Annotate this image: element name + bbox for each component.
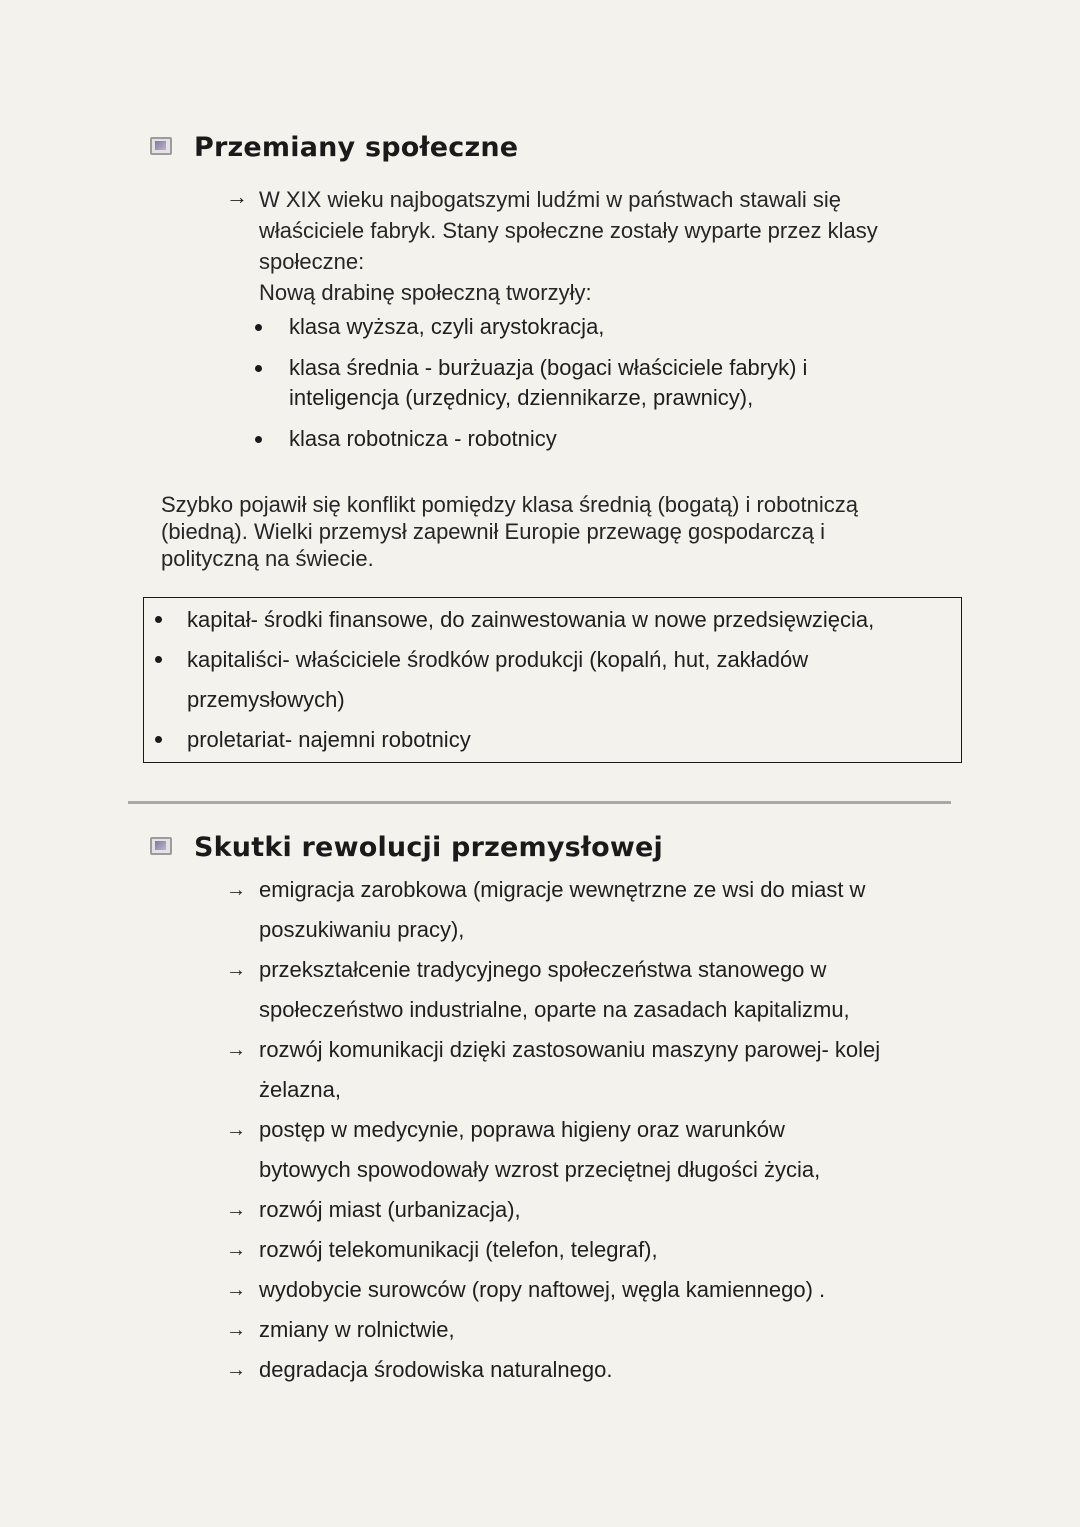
list-item: → zmiany w rolnictwie, (226, 1310, 946, 1350)
arrow-icon: → (226, 184, 248, 209)
list-item: kapitał- środki finansowe, do zainwestowania w nowe przedsięwzięcia, (187, 600, 957, 640)
list-item: → emigracja zarobkowa (migracje wewnętrzne ze wsi do miast w poszukiwaniu pracy), (226, 870, 946, 950)
arrow-icon: → (226, 1199, 246, 1221)
list-item: → rozwój miast (urbanizacja), (226, 1190, 946, 1230)
class-list (289, 312, 949, 454)
window-icon (150, 137, 174, 159)
bullet-icon (155, 736, 162, 743)
definitions-list (187, 600, 957, 760)
arrow-icon: → (226, 1359, 246, 1381)
text-line: (biedną). Wielki przemysł zapewnił Europie przewagę gospodarczą i (161, 519, 825, 544)
conflict-paragraph (161, 491, 961, 572)
arrow-icon: → (226, 1239, 246, 1261)
text-line: W XIX wieku najbogatszymi ludźmi w państwach stawali się (259, 187, 842, 212)
section-title: Przemiany społeczne (194, 132, 519, 163)
text-line: właściciele fabryk. Stany społeczne zostały wyparte przez klasy (259, 218, 878, 243)
arrow-icon: → (226, 959, 246, 981)
text-line: polityczną na świecie. (161, 546, 374, 571)
list-item: → rozwój komunikacji dzięki zastosowaniu maszyny parowej- kolej żelazna, (226, 1030, 946, 1110)
list-item: klasa średnia - burżuazja (bogaci właściciele fabryk) i inteligencja (urzędnicy, dziennikarze, prawnicy), (289, 353, 949, 413)
text-line: Nową drabinę społeczną tworzyły: (259, 280, 592, 305)
list-item: klasa wyższa, czyli arystokracja, (289, 312, 949, 342)
bullet-icon (155, 656, 162, 663)
list-item: → rozwój telekomunikacji (telefon, telegraf), (226, 1230, 946, 1270)
list-item: proletariat- najemni robotnicy (187, 720, 957, 760)
bullet-icon (255, 436, 262, 443)
bullet-icon (255, 324, 262, 331)
section-heading-skutki (150, 832, 663, 863)
definitions-box (143, 597, 962, 763)
text-line: Szybko pojawił się konflikt pomiędzy klasa średnią (bogatą) i robotniczą (161, 492, 859, 517)
bullet-icon (155, 616, 162, 623)
list-item: klasa robotnicza - robotnicy (289, 424, 949, 454)
section-heading-przemiany (150, 132, 518, 163)
text-line: społeczne: (259, 249, 365, 274)
section-divider (128, 801, 951, 804)
arrow-icon: → (226, 1119, 246, 1141)
arrow-icon: → (226, 1279, 246, 1301)
list-item: → wydobycie surowców (ropy naftowej, węgla kamiennego) . (226, 1270, 946, 1310)
arrow-icon: → (226, 879, 246, 901)
arrow-icon: → (226, 1039, 246, 1061)
list-item: → przekształcenie tradycyjnego społeczeństwa stanowego w społeczeństwo industrialne, oparte na zasadach kapitalizmu, (226, 950, 946, 1030)
effects-list (226, 870, 946, 1390)
intro-paragraph (259, 184, 959, 308)
bullet-icon (255, 365, 262, 372)
window-icon (150, 837, 174, 859)
list-item: → degradacja środowiska naturalnego. (226, 1350, 946, 1390)
arrow-icon: → (226, 1319, 246, 1341)
list-item: → postęp w medycynie, poprawa higieny oraz warunków bytowych spowodowały wzrost przeciętnej długości życia, (226, 1110, 946, 1190)
list-item: kapitaliści- właściciele środków produkcji (kopalń, hut, zakładów przemysłowych) (187, 640, 957, 720)
section-title: Skutki rewolucji przemysłowej (194, 832, 664, 863)
